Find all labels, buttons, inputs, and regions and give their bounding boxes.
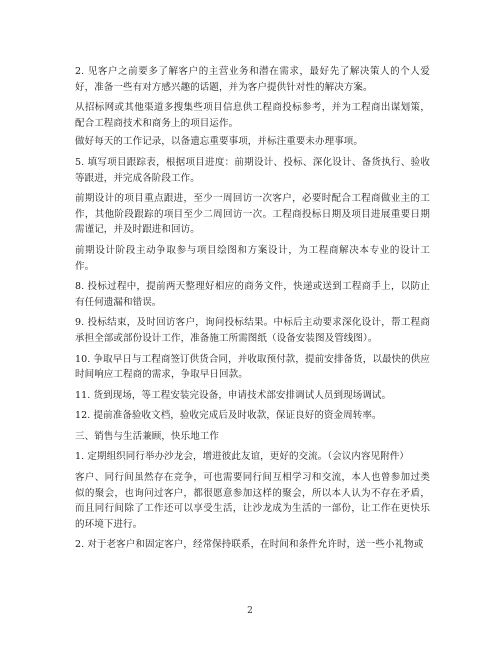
paragraph-6: 前期设计阶段主动争取参与项目绘图和方案设计，为工程商解决本专业的设计工作。 [75,244,430,272]
paragraph-4: 5. 填写项目跟踪表，根据项目进度：前期设计、投标、深化设计、备货执行、验收等跟进，并完成各阶段工作。 [75,156,430,184]
paragraph-14: 2. 对于老客户和固定客户，经常保持联系，在时间和条件允许时，送一些小礼物或 [75,539,424,551]
paragraph-7: 8. 投标过程中，提前两天整理好相应的商务文件，快递或送到工程商手上，以防止有任何遗漏和错误。 [75,281,430,308]
paragraph-10: 11. 货到现场，等工程安装完设备，申请技术部安排调试人员到现场调试。 [75,389,392,401]
paragraph-2: 从招标网或其他渠道多搜集些项目信息供工程商投标参考，并为工程商出谋划策，配合工程商技术和商务上的项目运作。 [75,102,430,129]
section-heading: 三、销售与生活兼顾，快乐地工作 [75,430,220,442]
paragraph-1: 2. 见客户之前要多了解客户的主营业务和潜在需求，最好先了解决策人的个人爱好，准备一些有对方感兴趣的话题，并为客户提供针对性的解决方案。 [75,66,430,93]
paragraph-12: 1. 定期组织同行举办沙龙会，增进彼此友谊，更好的交流。（会议内容见附件） [75,451,410,463]
paragraph-13: 客户、同行间虽然存在竞争，可也需要同行间互相学习和交流，本人也曾参加过类似的聚会，也询问过客户，都很愿意参加这样的聚会，所以本人认为不存在矛盾，而且同行间除了工作还可以享受生活，让沙龙成为生活的一部份，让工作在更快乐的环境下进行。 [75,472,430,530]
page-number: 2 [247,606,253,616]
paragraph-8: 9. 投标结束，及时回访客户，询问投标结果。中标后主动要求深化设计，帮工程商承担全部或部份设计工作，准备施工所需图纸（设备安装图及管线图）。 [75,317,430,344]
paragraph-5: 前期设计的项目重点跟进，至少一周回访一次客户，必要时配合工程商做业主的工作，其他阶段跟踪的项目至少二周回访一次。工程商投标日期及项目进展重要日期需谨记，并及时跟进和回访。 [75,193,430,236]
paragraph-9: 10. 争取早日与工程商签订供货合同，并收取预付款，提前安排备货，以最快的供应时间响应工程商的需求，争取早日回款。 [75,353,430,381]
paragraph-11: 12. 提前准备验收文档，验收完成后及时收款，保证良好的资金周转率。 [75,410,382,422]
paragraph-3: 做好每天的工作记录，以备遗忘重要事项，并标注重要未办理事项。 [75,136,364,148]
document-body [75,64,430,558]
